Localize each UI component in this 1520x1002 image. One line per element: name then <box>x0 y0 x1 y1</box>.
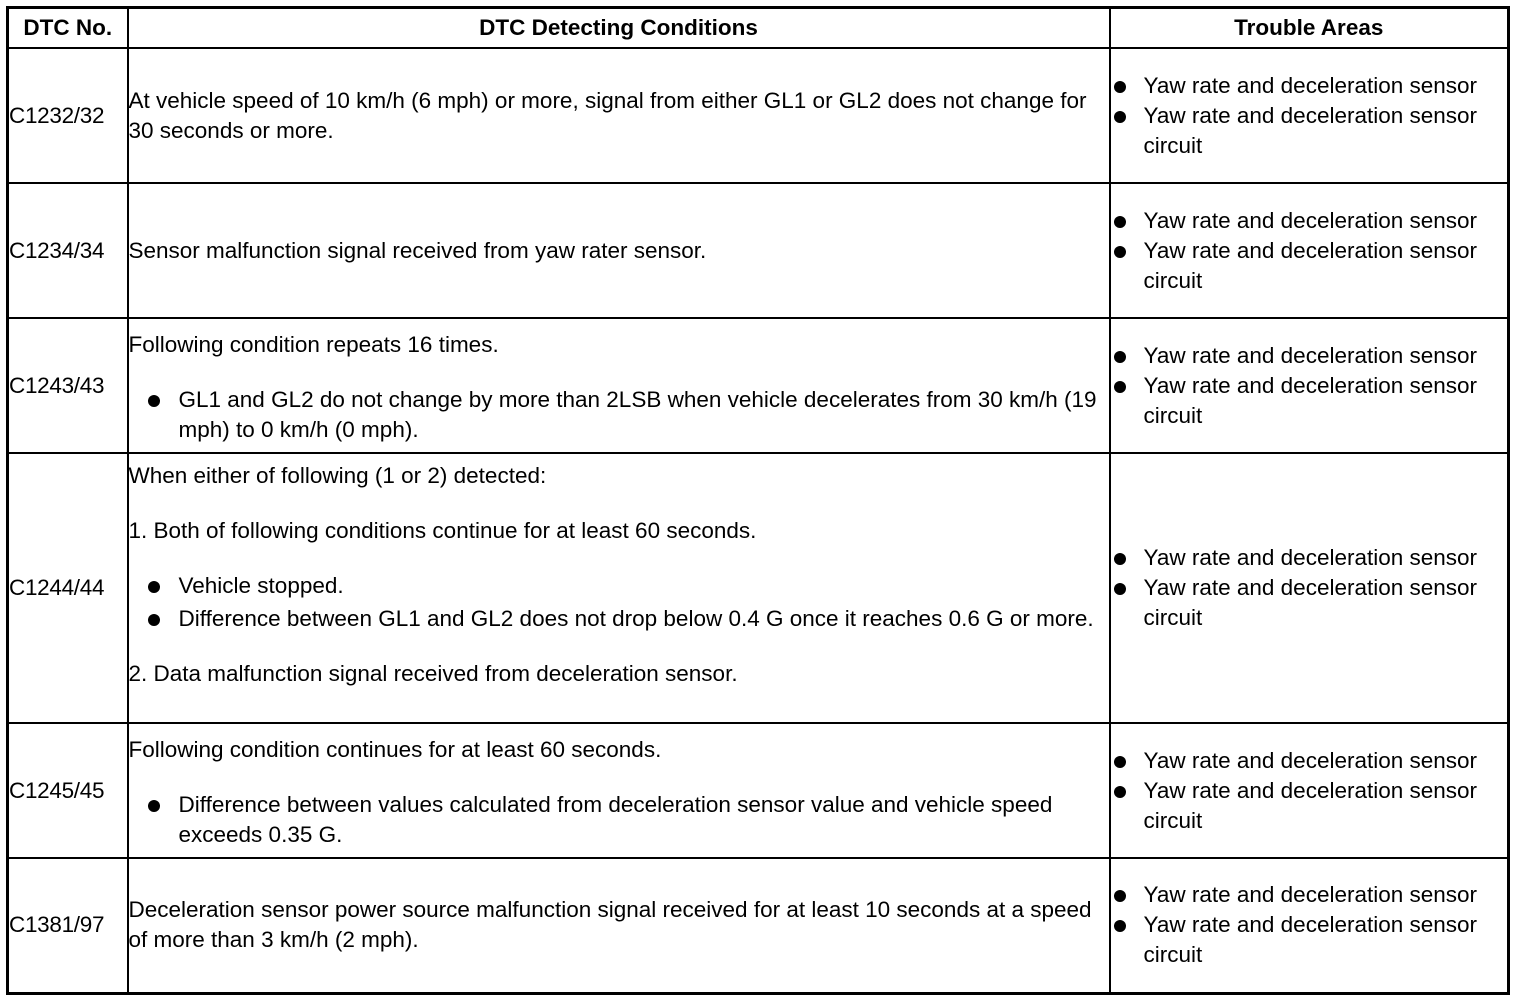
condition-item-1: 1. Both of following conditions continue for at least 60 seconds. <box>128 518 757 543</box>
list-item: Yaw rate and deceleration sensor <box>1111 746 1508 776</box>
list-item: GL1 and GL2 do not change by more than 2LSB when vehicle decelerates from 30 km/h (19 mph) to 0 km/h (0 mph). <box>129 385 1109 445</box>
table-row <box>8 183 1509 318</box>
dtc-code: C1381/97 <box>8 858 128 993</box>
detecting-condition <box>128 318 1110 453</box>
list-item: Yaw rate and deceleration sensor <box>1111 341 1508 371</box>
list-item: Yaw rate and deceleration sensor <box>1111 71 1508 101</box>
header-trouble-areas: Trouble Areas <box>1110 8 1509 49</box>
condition-text: Following condition continues for at least 60 seconds. <box>128 737 662 762</box>
list-item: Difference between GL1 and GL2 does not drop below 0.4 G once it reaches 0.6 G or more. <box>129 604 1109 634</box>
table-row <box>8 318 1509 453</box>
condition-text: Following condition repeats 16 times. <box>128 332 499 357</box>
list-item: Difference between values calculated from deceleration sensor value and vehicle speed exceeds 0.35 G. <box>129 790 1109 850</box>
condition-item-2: 2. Data malfunction signal received from deceleration sensor. <box>128 661 738 686</box>
condition-text: Deceleration sensor power source malfunction signal received for at least 10 seconds at a speed of more than 3 km/h (2 mph). <box>128 897 1092 953</box>
trouble-areas <box>1110 723 1509 858</box>
detecting-condition <box>128 48 1110 183</box>
list-item: Yaw rate and deceleration sensor circuit <box>1111 573 1508 633</box>
trouble-areas <box>1110 183 1509 318</box>
detecting-condition <box>128 723 1110 858</box>
list-item: Yaw rate and deceleration sensor circuit <box>1111 910 1508 970</box>
table-row <box>8 48 1509 183</box>
detecting-condition <box>128 453 1110 723</box>
list-item: Yaw rate and deceleration sensor circuit <box>1111 776 1508 836</box>
list-item: Yaw rate and deceleration sensor <box>1111 206 1508 236</box>
dtc-code: C1245/45 <box>8 723 128 858</box>
header-dtc-no: DTC No. <box>8 8 128 49</box>
list-item: Yaw rate and deceleration sensor circuit <box>1111 371 1508 431</box>
dtc-code: C1232/32 <box>8 48 128 183</box>
dtc-code: C1234/34 <box>8 183 128 318</box>
table-row <box>8 858 1509 993</box>
detecting-condition <box>128 183 1110 318</box>
header-conditions: DTC Detecting Conditions <box>128 8 1110 49</box>
dtc-code: C1243/43 <box>8 318 128 453</box>
condition-text: Sensor malfunction signal received from yaw rater sensor. <box>128 237 707 263</box>
table-row <box>8 453 1509 723</box>
condition-text: When either of following (1 or 2) detected: <box>128 463 547 488</box>
trouble-areas <box>1110 453 1509 723</box>
list-item: Vehicle stopped. <box>129 571 1109 601</box>
list-item: Yaw rate and deceleration sensor circuit <box>1111 101 1508 161</box>
list-item: Yaw rate and deceleration sensor <box>1111 880 1508 910</box>
trouble-areas <box>1110 48 1509 183</box>
list-item: Yaw rate and deceleration sensor circuit <box>1111 236 1508 296</box>
list-item: Yaw rate and deceleration sensor <box>1111 543 1508 573</box>
table-row <box>8 723 1509 858</box>
detecting-condition <box>128 858 1110 993</box>
header-row <box>8 8 1509 49</box>
dtc-table <box>6 6 1510 995</box>
condition-text: At vehicle speed of 10 km/h (6 mph) or more, signal from either GL1 or GL2 does not change for 30 seconds or more. <box>128 87 1087 143</box>
trouble-areas <box>1110 858 1509 993</box>
dtc-code: C1244/44 <box>8 453 128 723</box>
trouble-areas <box>1110 318 1509 453</box>
